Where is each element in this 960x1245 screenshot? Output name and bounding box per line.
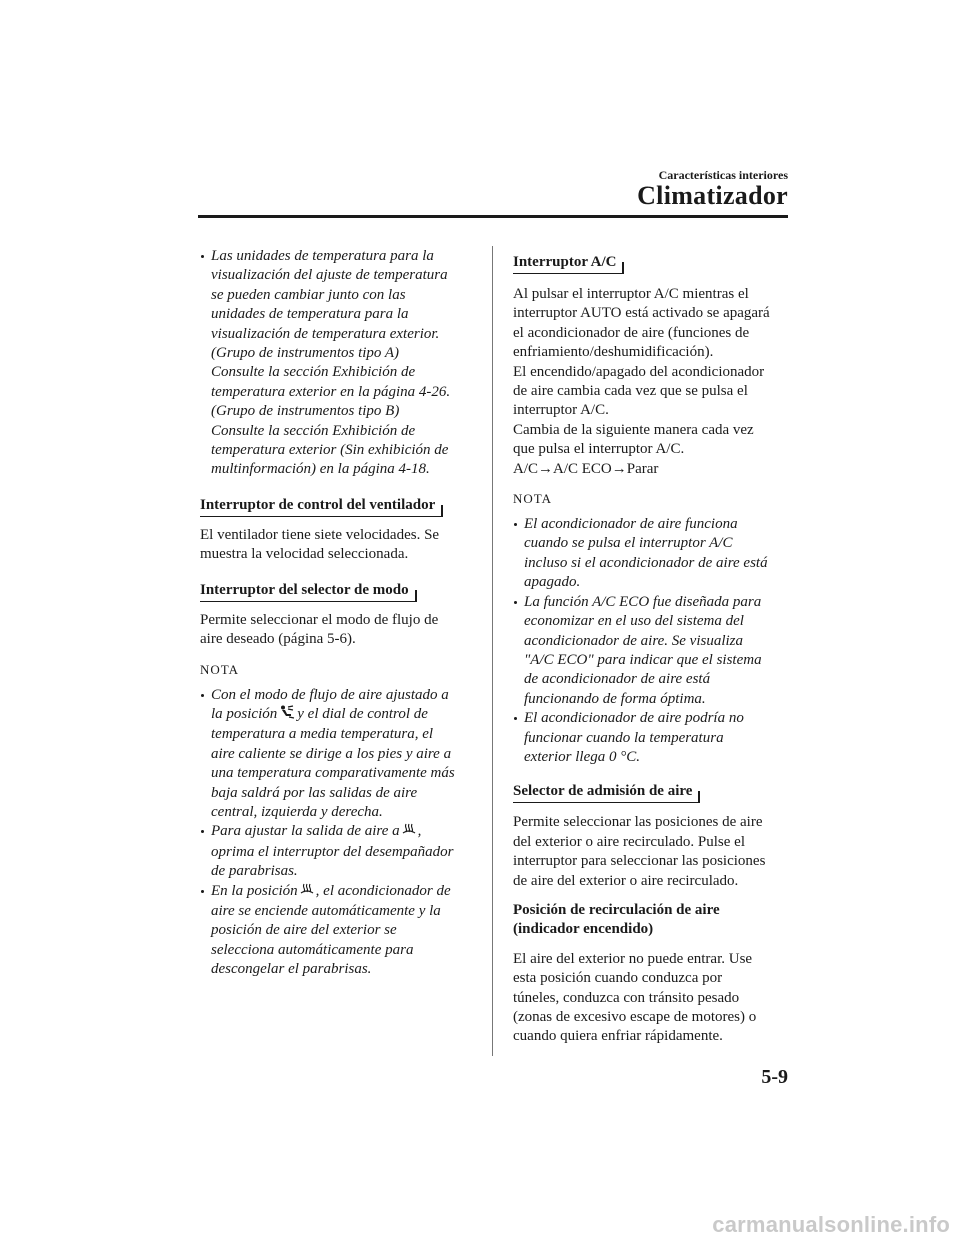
text-line: de aire cambia cada vez que se pulsa el <box>513 383 748 400</box>
text-line: El acondicionador de aire podría no <box>524 710 744 727</box>
watermark: carmanualsonline.info <box>712 1212 950 1237</box>
text-line: Las unidades de temperatura para la <box>211 248 434 264</box>
text-fragment: y el dial de control de <box>297 705 428 722</box>
recirculation-heading: (indicador encendido) <box>513 921 654 938</box>
text-line: selecciona automáticamente para <box>211 941 414 958</box>
text-line: muestra la velocidad seleccionada. <box>200 546 409 563</box>
right-column <box>513 253 793 1047</box>
text-line: funcionando de forma óptima. <box>524 690 706 707</box>
text-line: posición de aire del exterior se <box>211 922 397 939</box>
text-line: que pulsa el interruptor A/C. <box>513 441 685 458</box>
text-line: de parabrisas. <box>211 863 298 880</box>
text-line: visualización del ajuste de temperatura <box>211 267 448 284</box>
bullet-dot <box>514 601 517 604</box>
defrost-position-note-bullet <box>200 882 476 980</box>
text-line: túneles, conduzca con tránsito pesado <box>513 989 740 1006</box>
bullet-dot <box>514 523 517 526</box>
text-line: oprima el interruptor del desempañador <box>211 843 454 860</box>
text-line: El acondicionador de aire funciona <box>524 516 738 533</box>
text-line: unidades de temperatura para la <box>211 306 409 323</box>
windshield-defroster-icon <box>300 883 314 902</box>
defroster-note-bullet <box>200 822 476 881</box>
text-line: temperatura exterior en la página 4-26. <box>211 383 451 400</box>
text-line: exterior llega 0 °C. <box>524 748 640 765</box>
text-line: Al pulsar el interruptor A/C mientras el <box>513 286 749 302</box>
bullet-dot <box>201 255 204 258</box>
ac-eco-note-bullet <box>513 593 793 709</box>
windshield-defroster-icon <box>402 823 416 842</box>
text-line: se pueden cambiar junto con las <box>211 286 406 303</box>
text-line: (Grupo de instrumentos tipo B) <box>211 403 400 420</box>
left-column <box>200 247 476 980</box>
ac-mode-sequence: A/C→A/C ECO→Parar <box>513 460 659 477</box>
mode-selector-heading: Interruptor del selector de modo <box>200 581 417 602</box>
page-title: Climatizador <box>637 181 788 210</box>
air-intake-heading: Selector de admisión de aire <box>513 782 700 803</box>
bullet-dot <box>201 890 204 893</box>
text-line: El encendido/apagado del acondicionador <box>513 363 765 380</box>
text-line: cuando se pulsa el interruptor A/C <box>524 535 733 552</box>
text-line: "A/C ECO" para indicar que el sistema <box>524 651 762 668</box>
text-line: Con el modo de flujo de aire ajustado a <box>211 686 449 703</box>
text-line: de acondicionador de aire está <box>524 671 711 688</box>
recirculation-heading: Posición de recirculación de aire <box>513 901 720 918</box>
text-line: central, izquierda y derecha. <box>211 803 383 820</box>
text-line: interruptor A/C. <box>513 402 609 419</box>
section-title: Características interiores <box>658 168 788 182</box>
ac-temperature-note-bullet <box>513 709 793 767</box>
text-line: aire se enciende automáticamente y la <box>211 902 441 919</box>
text-line: incluso si el acondicionador de aire está <box>524 554 768 571</box>
ac-note-bullet <box>513 515 793 593</box>
text-line: enfriamiento/deshumidificación). <box>513 344 714 361</box>
text-line: esta posición cuando conduzca por <box>513 970 723 987</box>
text-line: interruptor AUTO está activado se apagará <box>513 305 770 322</box>
text-fragment: la posición <box>211 705 278 722</box>
bullet-dot <box>201 830 204 833</box>
text-line: de aire del exterior o aire recirculado. <box>513 872 739 889</box>
text-line: acondicionador de aire. Se visualiza <box>524 632 743 649</box>
text-line <box>211 882 476 902</box>
text-line: La función A/C ECO fue diseñada para <box>524 593 762 610</box>
text-line: Consulte la sección Exhibición de <box>211 364 416 381</box>
text-line: (zonas de excesivo escape de motores) o <box>513 1009 757 1025</box>
floor-defrost-mode-icon <box>279 705 295 725</box>
text-fragment: , <box>417 823 422 840</box>
text-line: multinformación) en la página 4-18. <box>211 461 430 478</box>
text-fragment: Para ajustar la salida de aire a <box>211 823 400 840</box>
text-line: baja saldrá por las salidas de aire <box>211 784 418 801</box>
fan-control-heading: Interruptor de control del ventilador <box>200 496 443 517</box>
text-line: (Grupo de instrumentos tipo A) <box>211 345 400 362</box>
mode-note-bullet <box>200 686 476 823</box>
text-line: descongelar el parabrisas. <box>211 961 372 978</box>
text-line: Permite seleccionar el modo de flujo de <box>200 611 439 628</box>
text-line: visualización de temperatura exterior. <box>211 325 440 342</box>
text-line: temperatura a media temperatura, el <box>211 726 434 743</box>
text-line: aire caliente se dirige a los pies y aire a <box>211 745 452 762</box>
text-line: El aire del exterior no puede entrar. Use <box>513 950 753 967</box>
text-line: Consulte la sección Exhibición de <box>211 422 416 439</box>
bullet-dot <box>514 717 517 720</box>
page-number: 5-9 <box>761 1066 788 1088</box>
temperature-units-note <box>200 247 476 480</box>
text-line: del exterior o aire recirculado. Pulse el <box>513 833 745 850</box>
text-line: apagado. <box>524 574 581 591</box>
text-line <box>211 822 476 842</box>
text-line: una temperatura comparativamente más <box>211 765 455 782</box>
text-line: cuando quiera enfriar rápidamente. <box>513 1028 723 1045</box>
note-label: NOTA <box>200 661 240 677</box>
header-rule <box>198 215 788 218</box>
ac-switch-heading: Interruptor A/C <box>513 253 624 274</box>
note-label: NOTA <box>513 491 553 507</box>
text-line: El ventilador tiene siete velocidades. Se <box>200 526 440 543</box>
text-line: funcionar cuando la temperatura <box>524 729 724 746</box>
text-line: Cambia de la siguiente manera cada vez <box>513 421 754 438</box>
text-line: interruptor para seleccionar las posiciones <box>513 853 766 870</box>
column-divider <box>492 246 493 1056</box>
text-line: el acondicionador de aire (funciones de <box>513 324 750 341</box>
text-fragment: En la posición <box>211 882 298 899</box>
text-line: aire deseado (página 5-6). <box>200 631 356 648</box>
text-fragment: , el acondicionador de <box>315 882 451 899</box>
bullet-dot <box>201 694 204 697</box>
text-line <box>211 705 476 725</box>
text-line: temperatura exterior (Sin exhibición de <box>211 442 449 459</box>
text-line: economizar en el uso del sistema del <box>524 613 744 630</box>
text-line: Permite seleccionar las posiciones de aire <box>513 814 763 831</box>
